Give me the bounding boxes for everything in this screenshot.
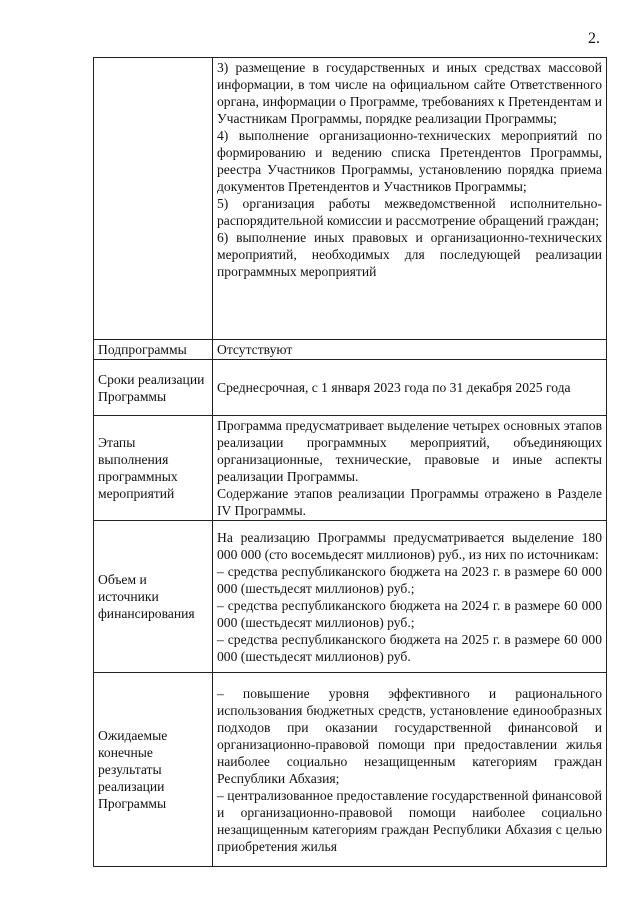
table-row <box>94 673 607 867</box>
content-paragraph: – средства республиканского бюджета на 2025 г. в размере 60 000 000 (шестьдесят миллионов) руб. <box>217 631 602 664</box>
content-paragraph: – средства республиканского бюджета на 2024 г. в размере 60 000 000 (шестьдесят миллионов) руб.; <box>217 597 602 630</box>
table-row <box>94 521 607 673</box>
content-paragraph: Содержание этапов реализации Программы отражено в Разделе IV Программы. <box>217 486 602 518</box>
row-content <box>213 340 607 360</box>
table-row <box>94 360 607 416</box>
content-paragraph: Отсутствуют <box>217 342 293 357</box>
program-passport-table <box>93 57 607 867</box>
table-row <box>94 416 607 521</box>
row-content <box>213 416 607 521</box>
content-paragraph: 5) организация работы межведомственной исполнительно-распорядительной комиссии и рассмотрение обращений граждан; <box>217 196 602 228</box>
content-paragraph: Среднесрочная, с 1 января 2023 года по 31 декабря 2025 года <box>217 380 571 395</box>
row-label: Этапы выполнения программных мероприятий <box>94 416 213 521</box>
content-paragraph: – повышение уровня эффективного и рационального использования бюджетных средств, установление единообразных подходов при оказании государственной финансовой и организационно-правовой помощи при предоставлении жилья наиболее социально незащищенным категориям граждан Республики Абхазия; <box>217 685 602 786</box>
content-paragraph: Программа предусматривает выделение четырех основных этапов реализации программных мероприятий, объединяющих организационные, технические, правовые и иные аспекты реализации Программы. <box>217 418 602 484</box>
table-row <box>94 58 607 340</box>
content-paragraph: 3) размещение в государственных и иных средствах массовой информации, в том числе на официальном сайте Ответственного органа, информации о Программе, требованиях к Претендентам и Участникам Программы, порядке реализации Программы; <box>217 60 602 126</box>
row-label: Подпрограммы <box>94 340 213 360</box>
content-paragraph: 6) выполнение иных правовых и организационно-технических мероприятий, необходимых для последующей реализации программных мероприятий <box>217 230 602 279</box>
row-content <box>213 360 607 416</box>
row-label: Объем и источники финансирования <box>94 521 213 673</box>
row-label: Сроки реализации Программы <box>94 360 213 416</box>
row-label: Ожидаемые конечные результаты реализации Программы <box>94 673 213 867</box>
content-paragraph: 4) выполнение организационно-технических мероприятий по формированию и ведению списка Претендентов Программы, реестра Участников Программы, установлению порядка приема документов Претендентов и Участников Программы; <box>217 128 602 194</box>
content-paragraph: – средства республиканского бюджета на 2023 г. в размере 60 000 000 (шестьдесят миллионов) руб.; <box>217 563 602 596</box>
row-label <box>94 58 213 340</box>
row-content <box>213 58 607 340</box>
content-paragraph: На реализацию Программы предусматривается выделение 180 000 000 (сто восемьдесят миллионов) руб., из них по источникам: <box>217 529 602 562</box>
row-content <box>213 673 607 867</box>
table-row <box>94 340 607 360</box>
page-number: 2. <box>588 30 600 47</box>
row-content <box>213 521 607 673</box>
content-paragraph: – централизованное предоставление государственной финансовой и организационно-правовой помощи наиболее социально незащищенным категориям граждан Республики Абхазия с целью приобретения жилья <box>217 787 602 854</box>
